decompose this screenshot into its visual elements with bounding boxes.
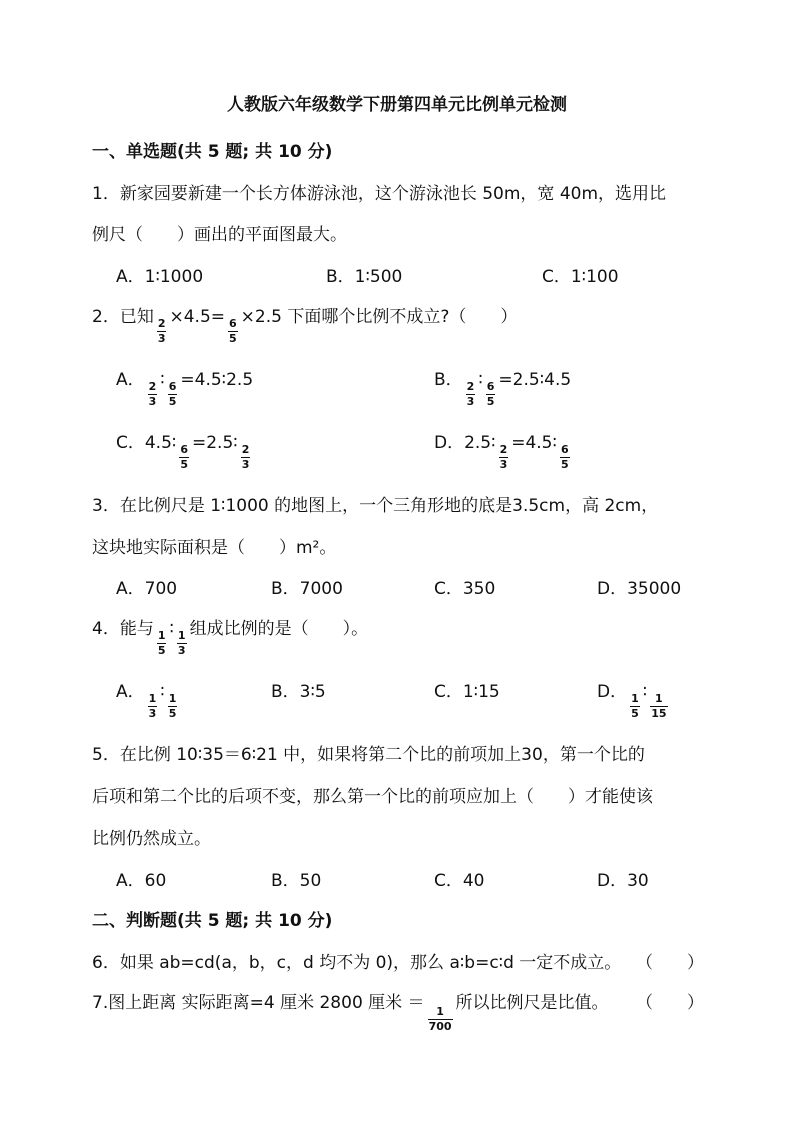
question-3-text: 3．在比例尺是 1∶1000 的地图上，一个三角形地的底是3.5cm，高 2cm， xyxy=(92,496,659,516)
section-heading-single-choice: 一、单选题(共 5 题; 共 10 分) xyxy=(92,142,333,162)
q5-option-b: B．50 xyxy=(271,871,322,891)
q1-option-a: A．1∶1000 xyxy=(116,267,204,287)
question-3-text-cont: 这块地实际面积是（ ）m²。 xyxy=(92,538,337,558)
question-7-answer-blank: （ ） xyxy=(636,993,704,1013)
question-2-text: 2．已知 $\frac{2}{3}$ ×4.5= $\frac{6}{5}$ ×2.5 下面哪个比例不成立?（ ） xyxy=(92,307,518,345)
question-1-text-cont: 例尺（ ）画出的平面图最大。 xyxy=(92,225,347,245)
q4-option-c: C．1∶15 xyxy=(434,682,500,702)
q3-option-a: A．700 xyxy=(116,579,178,599)
q2-option-a: A． $\frac{2}{3}$ ∶ $\frac{6}{5}$ =4.5∶2.5 xyxy=(116,370,254,408)
question-7-text: 7.图上距离 实际距离=4 厘米 2800 厘米 ＝ $\frac{1}{700}$ 所以比例尺是比值。 xyxy=(92,993,609,1033)
q5-option-c: C．40 xyxy=(434,871,485,891)
q4-option-a: A． $\frac{1}{3}$ ∶ $\frac{1}{5}$ xyxy=(116,682,177,720)
question-5-text: 5．在比例 10∶35＝6∶21 中，如果将第二个比的前项加上30，第一个比的 xyxy=(92,745,645,765)
q4-option-b: B．3∶5 xyxy=(271,682,326,702)
q4-option-d: D． $\frac{1}{5}$ ∶ $\frac{1}{15}$ xyxy=(597,682,667,720)
question-1-text: 1．新家园要新建一个长方体游泳池，这个游泳池长 50m，宽 40m，选用比 xyxy=(92,184,667,204)
q1-option-b: B．1∶500 xyxy=(326,267,403,287)
q5-option-d: D．30 xyxy=(597,871,649,891)
q3-option-c: C．350 xyxy=(434,579,496,599)
fraction: $\frac{2}{3}$ xyxy=(157,316,166,345)
question-6-answer-blank: （ ） xyxy=(636,953,704,973)
question-6-text: 6．如果 ab=cd(a，b，c，d 均不为 0)，那么 a∶b=c∶d 一定不成立。 xyxy=(92,953,622,973)
page-title: 人教版六年级数学下册第四单元比例单元检测 xyxy=(227,95,567,115)
q2-option-c: C．4.5∶ $\frac{6}{5}$ =2.5∶ $\frac{2}{3}$ xyxy=(116,433,250,471)
question-5-text-cont: 后项和第二个比的后项不变，那么第一个比的前项应加上（ ）才能使该 xyxy=(92,787,653,807)
q2-option-b: B． $\frac{2}{3}$ ∶ $\frac{6}{5}$ =2.5∶4.5 xyxy=(434,370,572,408)
q3-option-b: B．7000 xyxy=(271,579,343,599)
q5-option-a: A．60 xyxy=(116,871,167,891)
q2-option-d: D．2.5∶ $\frac{2}{3}$ =4.5∶ $\frac{6}{5}$ xyxy=(434,433,569,471)
q1-option-c: C．1∶100 xyxy=(542,267,619,287)
question-5-text-cont2: 比例仍然成立。 xyxy=(92,829,211,849)
q3-option-d: D．35000 xyxy=(597,579,682,599)
section-heading-true-false: 二、判断题(共 5 题; 共 10 分) xyxy=(92,911,333,931)
question-4-text: 4．能与 $\frac{1}{5}$ ∶ $\frac{1}{3}$ 组成比例的是（ ）。 xyxy=(92,619,369,657)
fraction: $\frac{6}{5}$ xyxy=(229,316,237,345)
